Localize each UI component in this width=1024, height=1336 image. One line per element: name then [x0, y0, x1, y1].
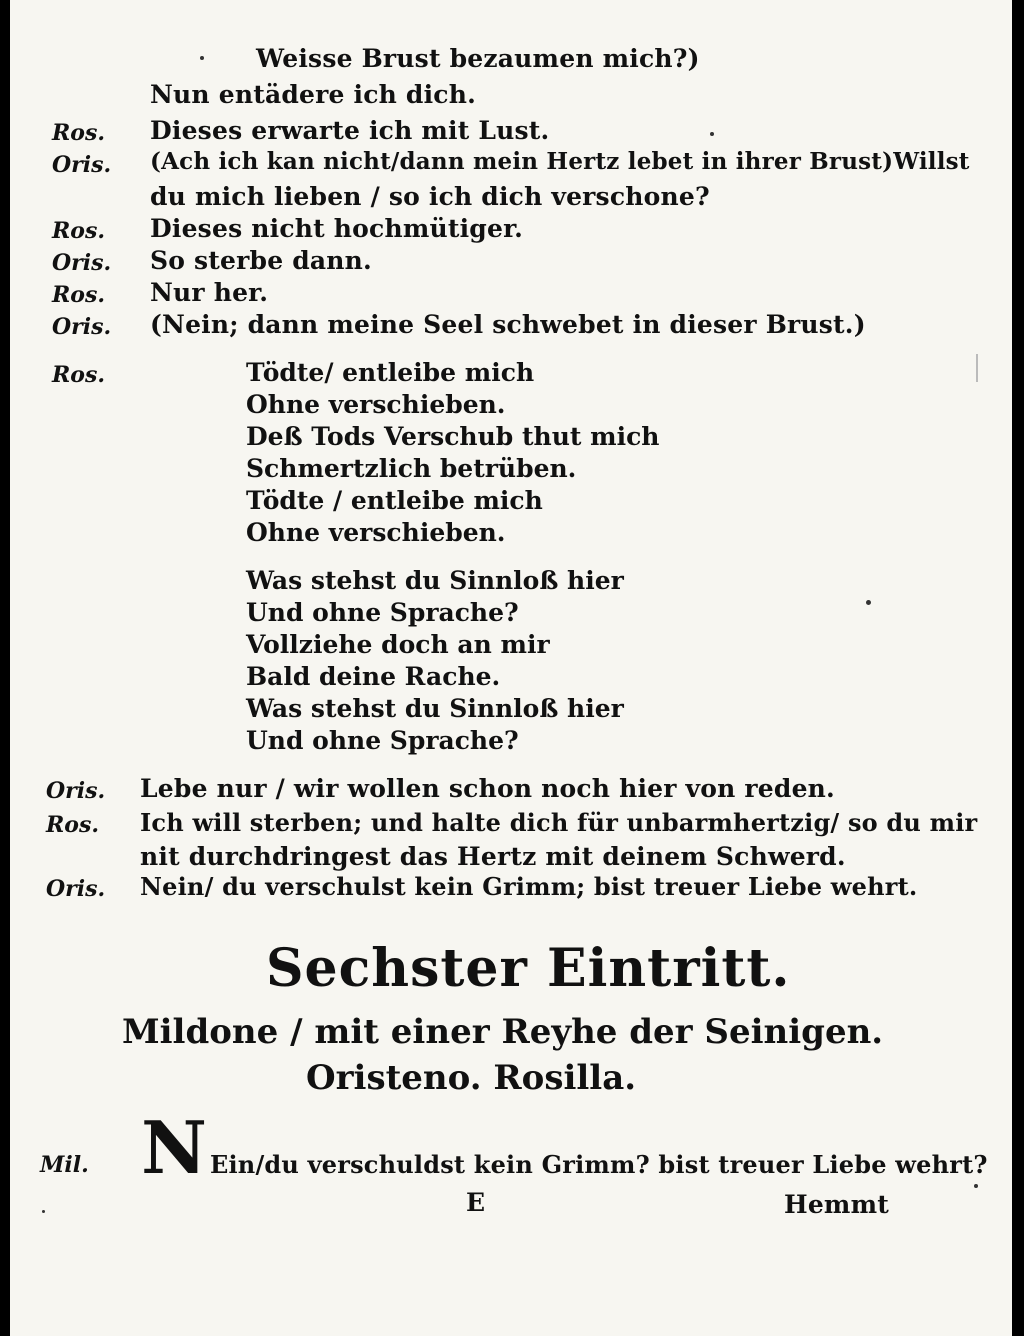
speaker-label: Ros.	[46, 812, 100, 838]
scan-speck	[866, 600, 871, 605]
decorated-initial: N	[141, 1105, 207, 1190]
book-page	[10, 0, 1012, 1336]
scene-title: Sechster Eintritt.	[266, 938, 791, 999]
dialogue-line: du mich lieben / so ich dich verschone?	[150, 182, 710, 211]
speaker-label: Ros.	[52, 362, 106, 388]
scan-speck	[710, 132, 714, 136]
scan-mark	[976, 354, 978, 382]
speaker-label: Ros.	[52, 120, 106, 146]
verse-line: Und ohne Sprache?	[246, 726, 519, 755]
scan-speck	[200, 56, 204, 60]
scene-subtitle: Oristeno. Rosilla.	[306, 1058, 637, 1098]
speaker-label: Mil.	[40, 1152, 89, 1178]
verse-line: Deß Tods Verschub thut mich	[246, 422, 660, 451]
speaker-label: Ros.	[52, 218, 106, 244]
verse-line: Ohne verschieben.	[246, 518, 506, 547]
signature-mark: E	[466, 1188, 486, 1217]
dialogue-line: Ich will sterben; und halte dich für unbarmhertzig/ so du mir	[140, 808, 978, 837]
scene-subtitle: Mildone / mit einer Reyhe der Seinigen.	[122, 1012, 884, 1052]
verse-line: Schmertzlich betrüben.	[246, 454, 577, 483]
verse-line: Was stehst du Sinnloß hier	[246, 694, 624, 723]
dialogue-line: (Nein; dann meine Seel schwebet in dieser Brust.)	[150, 310, 866, 339]
speaker-label: Oris.	[46, 778, 106, 804]
dialogue-line: Lebe nur / wir wollen schon noch hier von reden.	[140, 774, 835, 803]
verse-line: Tödte / entleibe mich	[246, 486, 543, 515]
verse-line: Und ohne Sprache?	[246, 598, 519, 627]
verse-line: Vollziehe doch an mir	[246, 630, 550, 659]
speaker-label: Oris.	[52, 314, 112, 340]
verse-line: Tödte/ entleibe mich	[246, 358, 535, 387]
verse-line: Was stehst du Sinnloß hier	[246, 566, 624, 595]
dialogue-line: Nur her.	[150, 278, 269, 307]
speaker-label: Oris.	[52, 152, 112, 178]
dialogue-line: Dieses nicht hochmütiger.	[150, 214, 524, 243]
scan-speck	[974, 1184, 978, 1188]
dialogue-line: Ein/du verschuldst kein Grimm? bist treuer Liebe wehrt?	[210, 1150, 988, 1179]
scan-speck	[42, 1210, 45, 1213]
dialogue-line: (Ach ich kan nicht/dann mein Hertz lebet in ihrer Brust)Willst	[150, 148, 970, 175]
dialogue-line: Dieses erwarte ich mit Lust.	[150, 116, 550, 145]
speaker-label: Oris.	[46, 876, 106, 902]
verse-line: Bald deine Rache.	[246, 662, 501, 691]
speaker-label: Ros.	[52, 282, 106, 308]
dialogue-line: nit durchdringest das Hertz mit deinem Schwerd.	[140, 842, 846, 871]
dialogue-line: Nein/ du verschulst kein Grimm; bist treuer Liebe wehrt.	[140, 872, 918, 901]
speaker-label: Oris.	[52, 250, 112, 276]
catchword: Hemmt	[784, 1190, 889, 1219]
text-line: Nun entädere ich dich.	[150, 80, 476, 109]
dialogue-line: So sterbe dann.	[150, 246, 372, 275]
verse-line: Ohne verschieben.	[246, 390, 506, 419]
text-line: Weisse Brust bezaumen mich?)	[256, 44, 700, 73]
